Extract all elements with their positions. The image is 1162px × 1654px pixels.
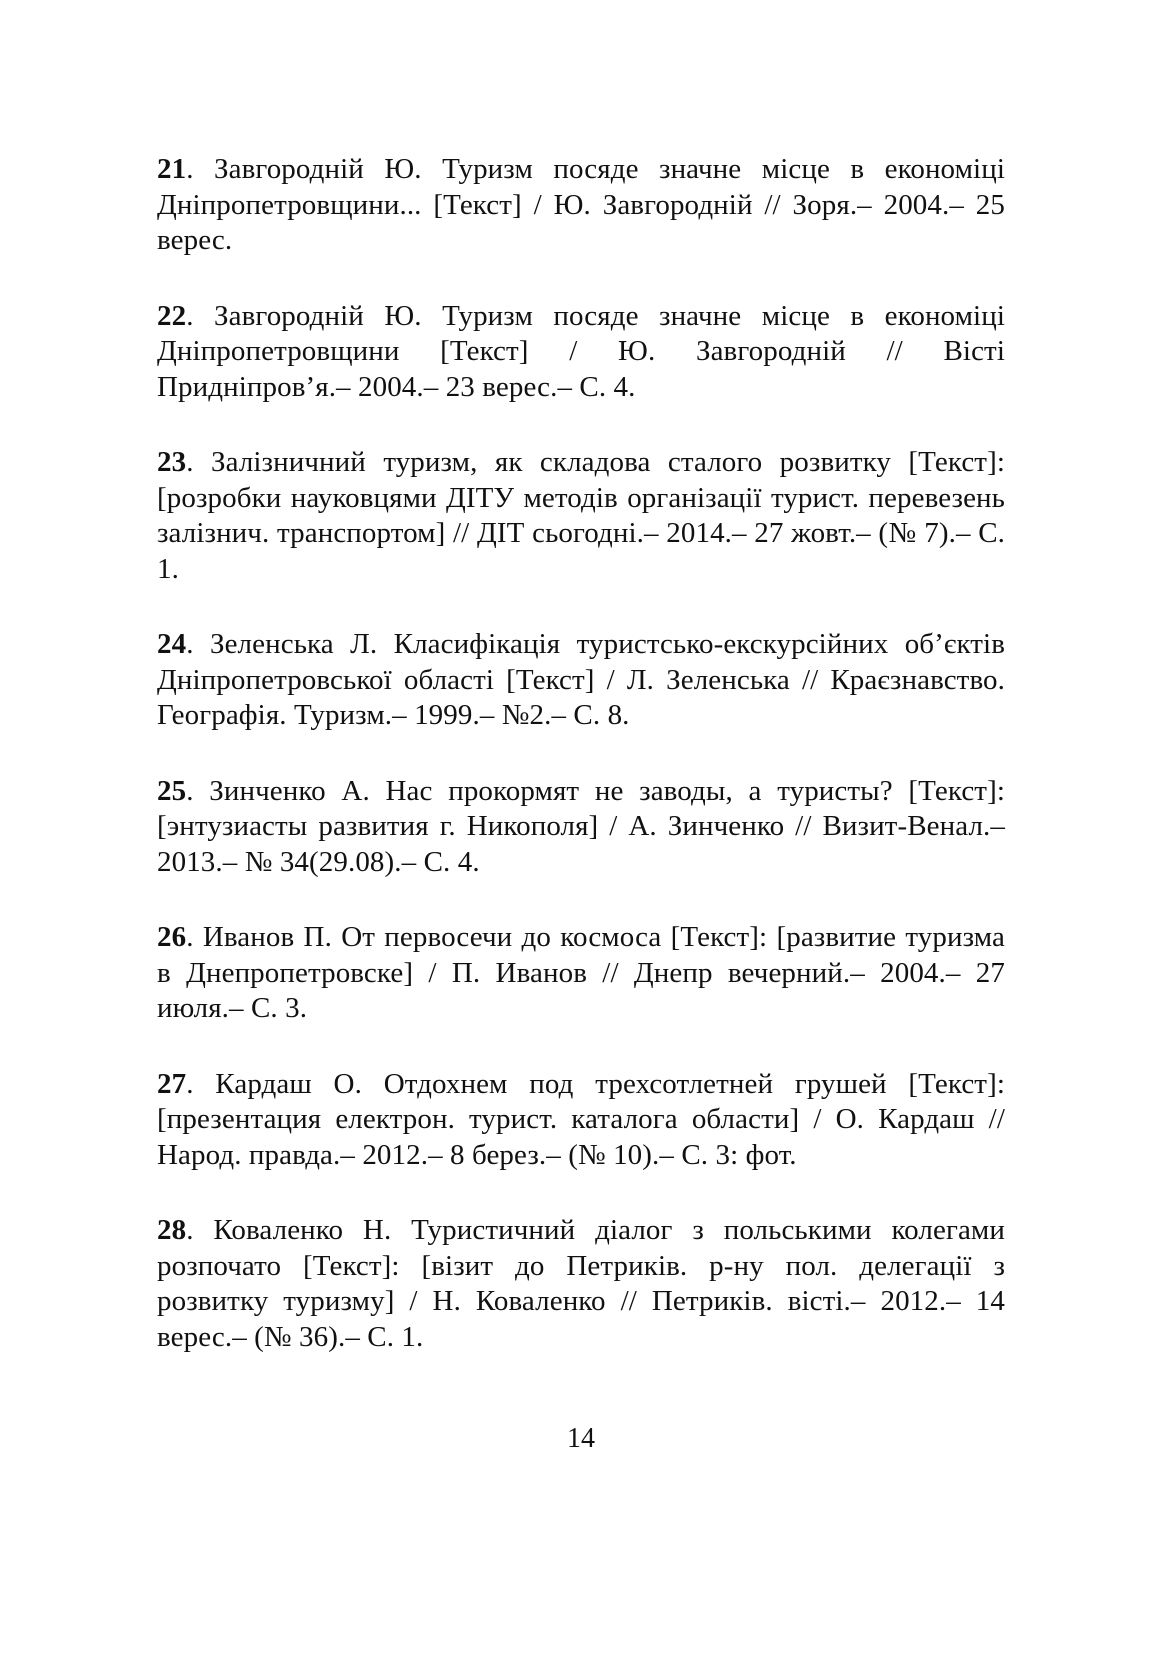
entry-number: 22 [157,299,187,332]
entry-number: 24 [157,628,187,660]
entry-number: 26 [157,921,187,953]
entry-number: 28 [157,1214,187,1246]
entry-number: 25 [157,774,187,807]
entry-number: 27 [157,1067,187,1100]
bibliography-entry [157,1213,1005,1355]
bibliography-entry [157,445,1005,587]
entry-text: . Завгородній Ю. Туризм посяде значне місце в економіці Дніпропетровщини [Текст] / Ю. Завгородній // Вісті Придніпров’я.– 2004.– 23 верес.– С. 4. [157,299,1005,403]
entry-text: . Коваленко Н. Туристичний діалог з польськими колегами розпочато [Текст]: [візит до Петриків. р-ну пол. делегації з розвитку туризму] / Н. Коваленко // Петриків. вісті.– 2012.– 14 верес.– (№ 36).– С. 1. [157,1214,1005,1353]
bibliography-entry [157,627,1005,734]
entry-text: . Кардаш О. Отдохнем под трехсотлетней грушей [Текст]: [презентация електрон. турист. каталога области] / О. Кардаш // Народ. правда.– 2012.– 8 берез.– (№ 10).– С. 3: фот. [157,1067,1005,1171]
entry-text: . Завгородній Ю. Туризм посяде значне місце в економіці Дніпропетровщини... [Текст] / Ю. Завгородній // Зоря.– 2004.– 25 верес. [157,153,1005,256]
bibliography-list [157,152,1005,1395]
bibliography-entry [157,299,1005,406]
entry-text: . Иванов П. От первосечи до космоса [Текст]: [развитие туризма в Днепропетровске] / П. Иванов // Днепр вечерний.– 2004.– 27 июля.– С. 3. [157,921,1005,1024]
bibliography-entry [157,774,1005,881]
page-number: 14 [567,1423,595,1454]
entry-number: 23 [157,446,187,478]
bibliography-entry [157,1067,1005,1174]
bibliography-entry [157,152,1005,259]
entry-number: 21 [157,153,187,185]
entry-text: . Залізничний туризм, як складова сталого розвитку [Текст]: [розробки науковцями ДІТУ методів організації турист. перевезень залізнич. транспортом] // ДІТ сьогодні.– 2014.– 27 жовт.– (№ 7).– С. 1. [157,446,1005,585]
entry-text: . Зинченко А. Нас прокормят не заводы, а туристы? [Текст]: [энтузиасты развития г. Никополя] / А. Зинченко // Визит-Венал.– 2013.– № 34(29.08).– С. 4. [157,774,1005,878]
bibliography-entry [157,920,1005,1027]
entry-text: . Зеленська Л. Класифікація туристсько-екскурсійних об’єктів Дніпропетровської області [Текст] / Л. Зеленська // Краєзнавство. Географія. Туризм.– 1999.– №2.– С. 8. [157,628,1005,731]
